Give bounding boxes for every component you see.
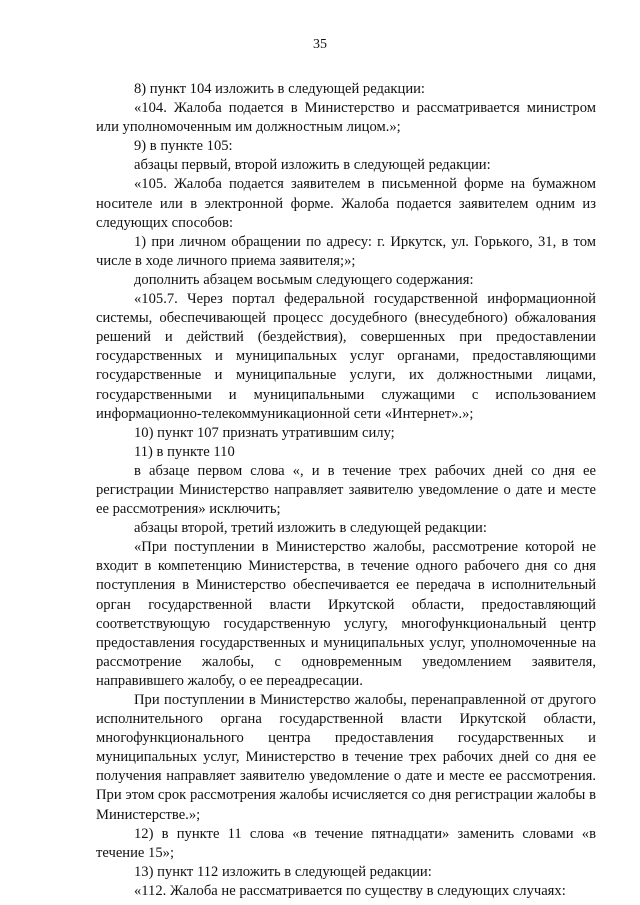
paragraph-item-12: 12) в пункте 11 слова «в течение пятнадцати» заменить словами «в течение 15»; (96, 825, 596, 861)
paragraph-105-text: «105. Жалоба подается заявителем в письменной форме на бумажном носителе или в электронной форме. Жалоба подается заявителем одним из следующих способов: (96, 176, 596, 231)
paragraph-104-text: «104. Жалоба подается в Министерство и рассматривается министром или уполномоченным им должностным лицом.»; (96, 100, 596, 136)
paragraph-item-11: 11) в пункте 110 (134, 443, 235, 460)
paragraph-item-10: 10) пункт 107 признать утратившим силу; (134, 424, 395, 441)
paragraph-105-1: 1) при личном обращении по адресу: г. Иркутск, ул. Горького, 31, в том числе в ходе личного приема заявителя;»; (96, 233, 596, 269)
paragraph-110-second: «При поступлении в Министерство жалобы, рассмотрение которой не входит в компетенцию Министерства, в течение одного рабочего дня со дня поступления в Министерство обеспечивается ее передача в исполнительный орган государственной власти Иркутской области, предоставляющий соответствующую государственную услугу, многофункциональный центр предоставления государственных и муниципальных услуг, уполномоченные на рассмотрение жалобы, с одновременным уведомлением заявителя, направившего жалобу, о ее переадресации. (96, 539, 596, 689)
page-number: 35 (313, 37, 327, 52)
document-body (96, 80, 596, 901)
paragraph-110-intro: абзацы второй, третий изложить в следующей редакции: (134, 520, 487, 537)
paragraph-105-7: «105.7. Через портал федеральной государственной информационной системы, обеспечивающей процесс досудебного (внесудебного) обжалования решений и действий (бездействия), совершенных при предоставлении государственных и муниципальных услуг органами, предоставляющими государственные и муниципальные услуги, их должностными лицами, государственными и муниципальными служащими с использованием информационно-телекоммуникационной сети «Интернет».»; (96, 291, 596, 422)
paragraph-110-first: в абзаце первом слова «, и в течение трех рабочих дней со дня ее регистрации Министерство направляет заявителю уведомление о дате и месте ее рассмотрения» исключить; (96, 462, 596, 518)
paragraph-105-add: дополнить абзацем восьмым следующего содержания: (134, 271, 474, 288)
paragraph-112-text: «112. Жалоба не рассматривается по существу в следующих случаях: (134, 882, 566, 899)
paragraph-item-8: 8) пункт 104 изложить в следующей редакции: (134, 81, 425, 97)
paragraph-110-third: При поступлении в Министерство жалобы, перенаправленной от другого исполнительного органа государственной власти Иркутской области, многофункционального центра предоставления государственных и муниципальных услуг, Министерство в течение трех рабочих дней со дня ее получения направляет заявителю уведомление о дате и месте ее рассмотрения. При этом срок рассмотрения жалобы исчисляется со дня регистрации жалобы в Министерстве.»; (96, 692, 596, 823)
paragraph-item-13: 13) пункт 112 изложить в следующей редакции: (134, 863, 432, 880)
paragraph-item-9: 9) в пункте 105: (134, 138, 233, 155)
paragraph-105-intro: абзацы первый, второй изложить в следующей редакции: (134, 157, 491, 174)
